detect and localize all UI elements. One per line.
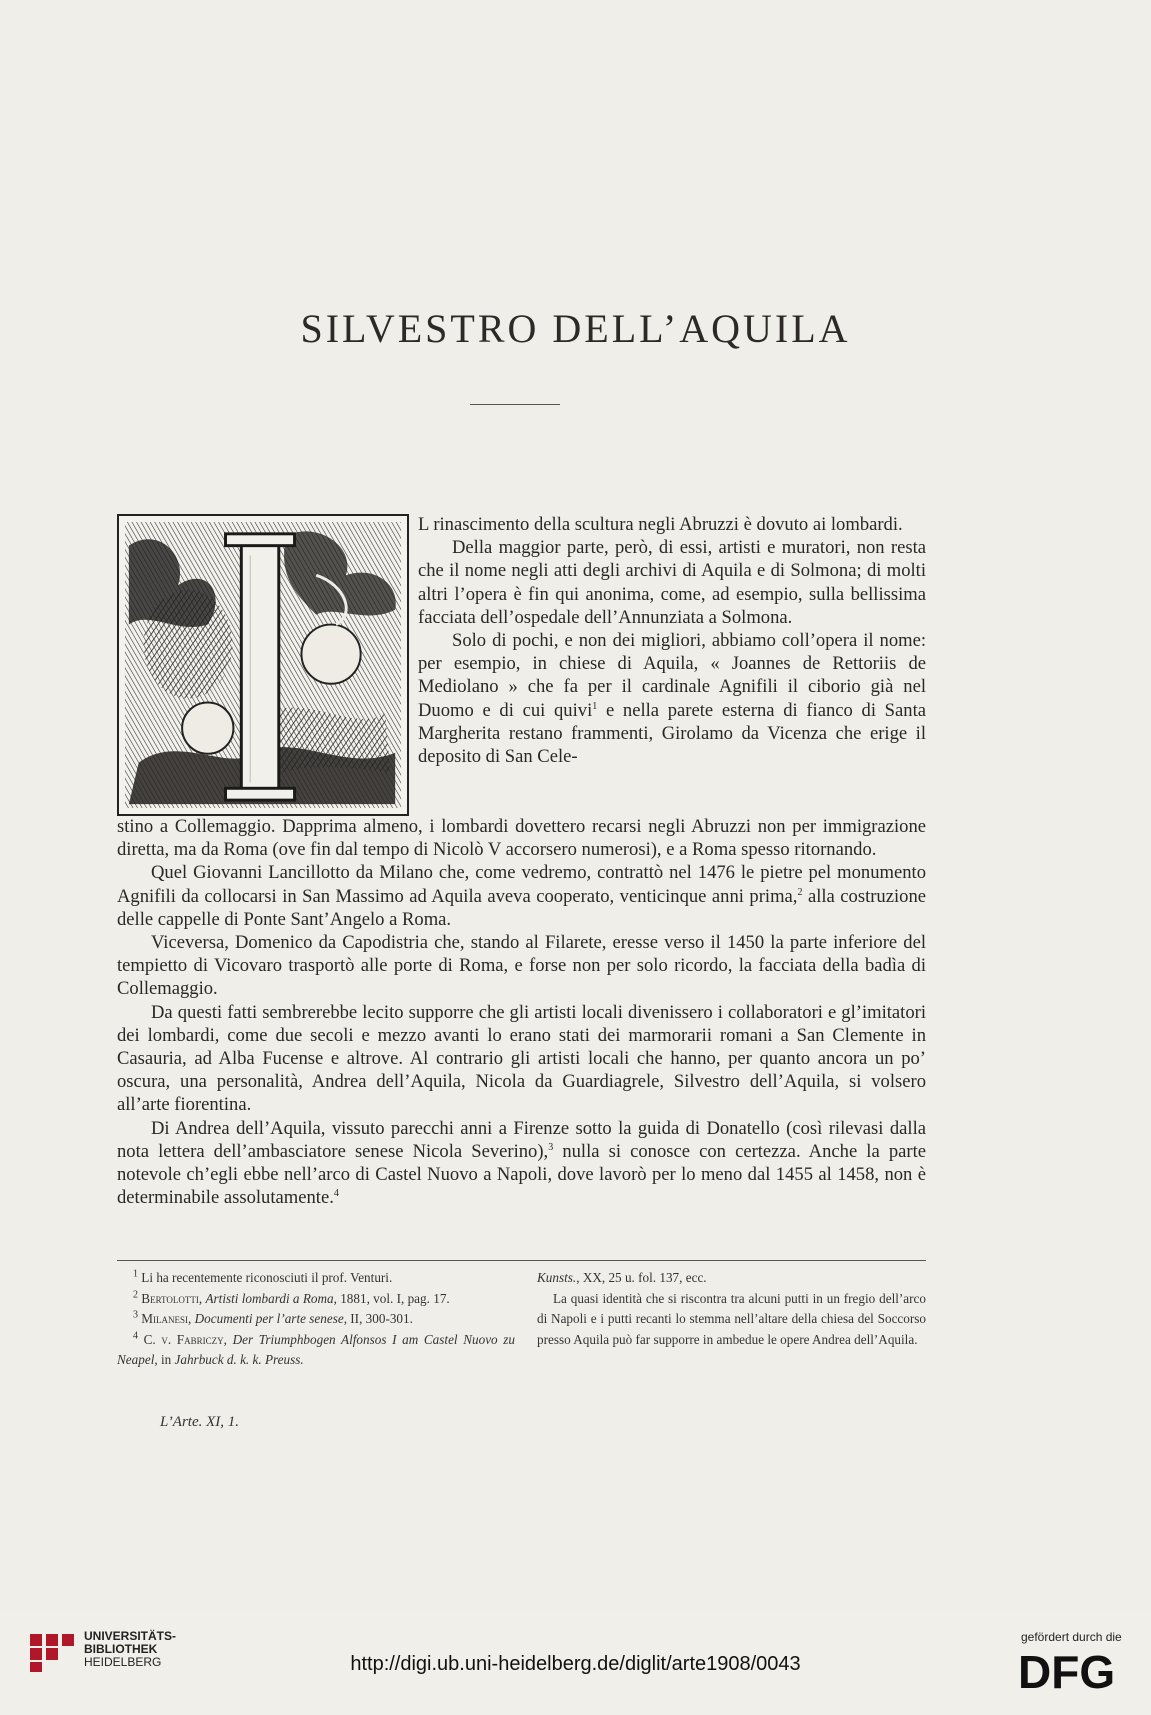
footnote-1: $^1$ Li ha recentemente riconosciuti il prof. Venturi. — [133, 1268, 393, 1285]
decorated-initial-woodcut — [117, 514, 409, 816]
footnote-4: $^4$ C. v. Fabriczy, Der Triumphbogen Alfonsos I am Castel Nuovo zu Neapel, in Jahrbuck d. k. k. Preuss. — [117, 1330, 516, 1368]
woodcut-illustration — [119, 516, 407, 814]
footnotes-left-column — [117, 1268, 515, 1371]
article-title: SILVESTRO DELL’AQUILA — [300, 306, 851, 351]
page-signature: L’Arte. XI, 1. — [160, 1414, 240, 1430]
intro-text-wrapped — [418, 513, 926, 768]
footnote-4-commentary: La quasi identità che si riscontra tra alcuni putti in un fregio dell’arco di Napoli e i putti recanti lo stemma nell’altare della chiesa del Soccorso presso Aquila può far supporre in ambedue le opere Andrea dell’Aquila. — [537, 1290, 926, 1347]
paragraph: Viceversa, Domenico da Capodistria che, stando al Filarete, eresse verso il 1450 la parte inferiore del tempietto di Vicovaro trasportò alle porte di Roma, e forse non per solo ricordo, la facciata della badìa di Collemaggio. — [117, 932, 926, 1000]
paragraph: Quel Giovanni Lancillotto da Milano che, come vedremo, contrattò nel 1476 le pietre pel monumento Agnifili da collocarsi in San Massimo ad Aquila aveva cooperato, venticinque anni prima,$^2$ alla costruzione delle cappelle di Ponte Sant’Angelo a Roma. — [117, 862, 926, 930]
title-divider — [470, 404, 560, 405]
dfg-logo-text: DFG — [1018, 1648, 1116, 1694]
footnote-3: $^3$ Milanesi, Documenti per l’arte senese, II, 300-301. — [133, 1309, 413, 1327]
footnote-ref[interactable]: 1 — [592, 700, 598, 712]
paragraph: Solo di pochi, e non dei migliori, abbiamo coll’opera il nome: per esempio, in chiese di Aquila, « Joannes de Rettoriis de Mediolano » che fa per il cardinale Agnifili il ciborio già nel Duomo e di cui quivi$^1$ e nella parete esterna di fianco di Santa Margherita restano frammenti, Girolamo da Vicenza che erige il deposito di San Cele- — [418, 630, 926, 768]
paragraph: L rinascimento della scultura negli Abruzzi è dovuto ai lombardi. — [418, 514, 903, 535]
footnote-ref[interactable]: 2 — [797, 886, 803, 898]
footnotes-right-column — [537, 1268, 926, 1350]
paragraph: Della maggior parte, però, di essi, artisti e muratori, non resta che il nome negli atti degli archivi di Aquila e di Solmona; di molti altri l’opera è fin qui anonima, come, ad esempio, sulla bellissima facciata dell’ospedale dell’Annunziata a Solmona. — [418, 537, 926, 628]
funding-caption: gefördert durch die — [1021, 1630, 1122, 1644]
paragraph: stino a Collemaggio. Dapprima almeno, i lombardi dovettero recarsi negli Abruzzi non per immigrazione diretta, ma da Roma (ove fin dal tempo di Nicolò V accorsero numerosi), e a Roma spesso ritornando. — [117, 816, 926, 861]
dfg-logo-icon — [1016, 1648, 1136, 1694]
body-text — [117, 815, 926, 1209]
footnote-divider — [117, 1260, 926, 1261]
paragraph: Di Andrea dell’Aquila, vissuto parecchi anni a Firenze sotto la guida di Donatello (così rilevasi dalla nota lettera dell’ambasciatore senese Nicola Severino),$^3$ nulla si conosce con certezza. Anche la parte notevole ch’egli ebbe nell’arco di Castel Nuovo a Napoli, dove lavorò per lo meno dal 1455 al 1458, non è determinabile assolutamente.$^4$ — [117, 1117, 926, 1209]
university-library-name: UNIVERSITÄTS- BIBLIOTHEK HEIDELBERG — [84, 1629, 177, 1669]
permalink-url[interactable]: http://digi.ub.uni-heidelberg.de/diglit/arte1908/0043 — [350, 1653, 801, 1675]
paragraph: Da questi fatti sembrerebbe lecito supporre che gli artisti locali divenissero i collaboratori e gl’imitatori dei lombardi, come due secoli e mezzo avanti lo erano stati dei marmorarii romani a San Clemente in Casauria, ad Alba Fucense e altrove. Al contrario gli artisti locali che hanno, per quanto ancora un po’ oscura, una personalità, Andrea dell’Aquila, Nicola da Guardiagrele, Silvestro dell’Aquila, si volsero all’arte fiorentina. — [117, 1001, 926, 1116]
footnote-2: $^2$ Bertolotti, Artisti lombardi a Roma, 1881, vol. I, pag. 17. — [133, 1289, 450, 1306]
footnote-ref[interactable]: 3 — [548, 1141, 554, 1153]
footnote-ref[interactable]: 4 — [333, 1188, 339, 1200]
footnote-4-continued: Kunsts., XX, 25 u. fol. 137, ecc. — [537, 1270, 707, 1285]
